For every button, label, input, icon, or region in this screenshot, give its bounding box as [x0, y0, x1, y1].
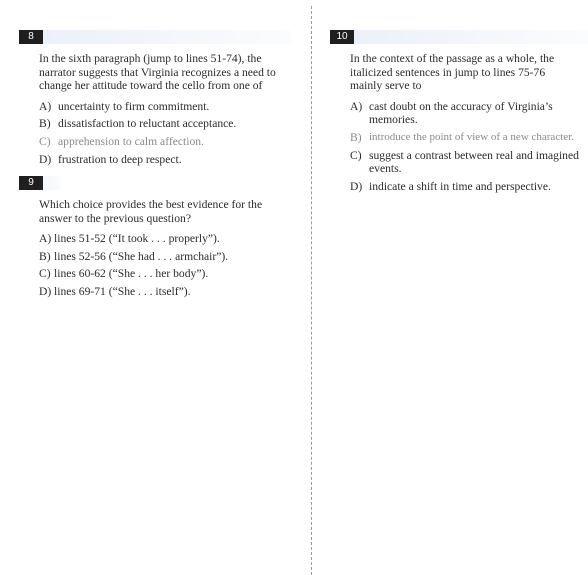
- question-9: [19, 176, 291, 299]
- choice-text: lines 60-62 (“She . . . her body”).: [54, 267, 209, 281]
- choice-text: apprehension to calm affection.: [58, 134, 204, 148]
- choice-letter: B): [39, 117, 51, 131]
- question-number: 9: [19, 176, 43, 190]
- choice-a[interactable]: [39, 100, 291, 114]
- choice-c[interactable]: [39, 267, 291, 281]
- choice-letter: D): [39, 284, 52, 298]
- question-stem: In the context of the passage as a whole, the italicized sentences in jump to lines 75-76 mainly serve to: [350, 52, 555, 93]
- choice-letter: C): [39, 267, 51, 281]
- choice-c[interactable]: [350, 149, 588, 176]
- choice-letter: B): [350, 130, 362, 144]
- choice-letter: A): [39, 232, 52, 246]
- choice-letter: C): [350, 148, 362, 162]
- question-number: 10: [330, 30, 354, 44]
- choice-b[interactable]: [39, 250, 291, 264]
- choice-letter: C): [39, 134, 51, 148]
- question-number: 8: [19, 30, 43, 44]
- question-10: [330, 30, 588, 193]
- choice-text: suggest a contrast between real and imagined events.: [369, 148, 579, 176]
- question-stem: In the sixth paragraph (jump to lines 51-74), the narrator suggests that Virginia recognizes a need to change her attitude toward the cello from one of: [39, 52, 276, 93]
- question-header: [19, 30, 291, 44]
- choice-text: introduce the point of view of a new character.: [369, 130, 574, 143]
- question-header-bar: [330, 30, 588, 44]
- choice-a[interactable]: [39, 232, 291, 246]
- choice-text: lines 51-52 (“It took . . . properly”).: [54, 232, 220, 246]
- question-stem: Which choice provides the best evidence for the answer to the previous question?: [39, 198, 263, 225]
- choice-text: uncertainty to firm commitment.: [58, 99, 210, 113]
- choice-letter: A): [39, 99, 52, 113]
- choice-b[interactable]: [350, 131, 588, 145]
- choice-text: lines 52-56 (“She had . . . armchair”).: [54, 249, 229, 263]
- choice-text: cast doubt on the accuracy of Virginia’s memories.: [369, 99, 553, 127]
- answer-choices: [39, 100, 291, 166]
- choice-letter: D): [350, 179, 363, 193]
- question-header: [19, 176, 291, 190]
- question-8: [19, 30, 291, 166]
- question-header: [330, 30, 588, 44]
- choice-d[interactable]: [39, 285, 291, 299]
- choice-c[interactable]: [39, 135, 291, 149]
- choice-text: indicate a shift in time and perspective.: [369, 179, 551, 193]
- choice-text: dissatisfaction to reluctant acceptance.: [58, 117, 237, 131]
- choice-text: frustration to deep respect.: [58, 152, 182, 166]
- choice-letter: D): [39, 152, 52, 166]
- choice-letter: A): [350, 99, 363, 113]
- choice-text: lines 69-71 (“She . . . itself”).: [54, 284, 191, 298]
- answer-choices: [350, 100, 588, 194]
- choice-letter: B): [39, 249, 51, 263]
- choice-b[interactable]: [39, 117, 291, 131]
- answer-choices: [39, 232, 291, 298]
- question-header-bar: [19, 30, 291, 44]
- column-divider: [311, 6, 312, 575]
- choice-d[interactable]: [350, 180, 588, 194]
- choice-d[interactable]: [39, 153, 291, 167]
- choice-a[interactable]: [350, 100, 588, 127]
